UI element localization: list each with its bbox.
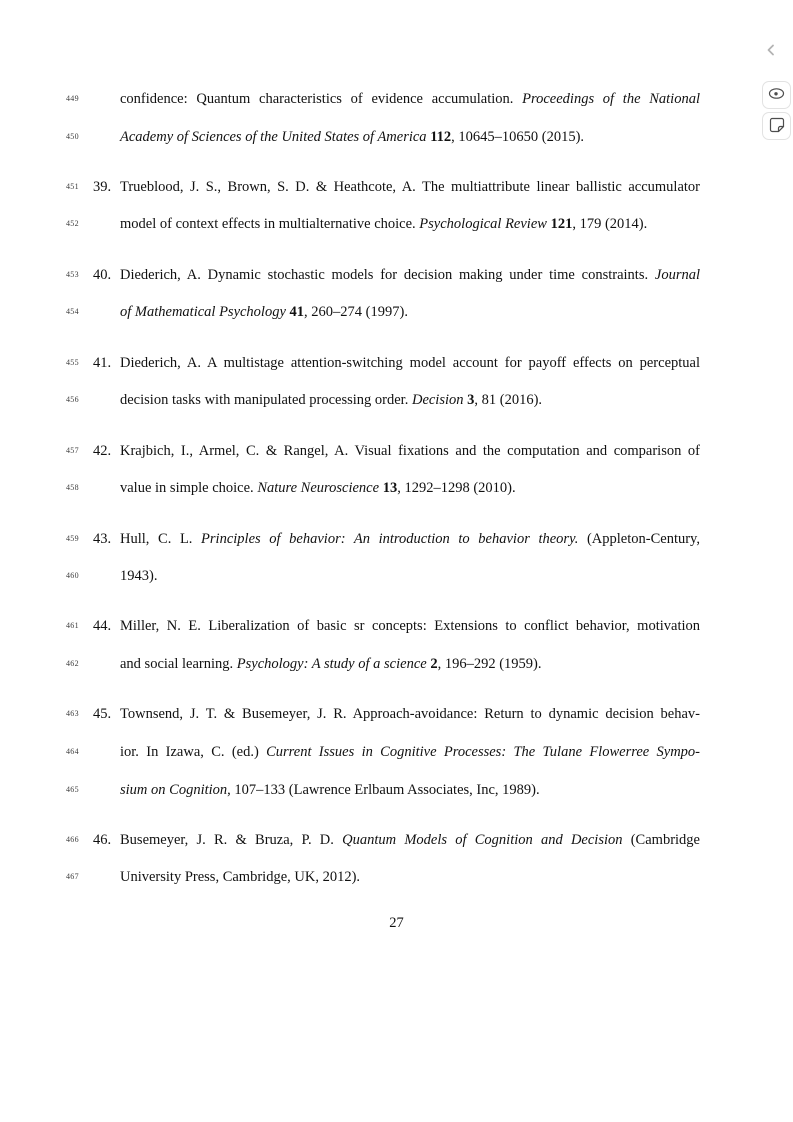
- reference-text: Miller, N. E. Liberalization of basic sr concepts: Extensions to conflict behavior, motivation: [120, 618, 700, 634]
- reference-text: Townsend, J. T. & Busemeyer, J. R. Approach-avoidance: Return to dynamic decision behav-: [120, 706, 700, 722]
- reference-number: 45.: [93, 706, 112, 722]
- margin-line-number: 467: [66, 872, 79, 881]
- reference-text: model of context effects in multialternative choice. Psychological Review 121, 179 (2014).: [120, 216, 648, 232]
- reference-text: ior. In Izawa, C. (ed.) Current Issues in Cognitive Processes: The Tulane Flowerree Sympo-: [120, 744, 700, 760]
- margin-line-number: 450: [66, 132, 79, 141]
- reference-continuation-line: [0, 867, 793, 887]
- reference-item-line: [0, 177, 793, 197]
- new-page-note-button[interactable]: [762, 112, 791, 140]
- reference-text: decision tasks with manipulated processing order. Decision 3, 81 (2016).: [120, 392, 543, 408]
- reference-item-line: [0, 441, 793, 461]
- reference-text: Hull, C. L. Principles of behavior: An introduction to behavior theory. (Appleton-Century,: [120, 531, 700, 547]
- page-number: 27: [389, 915, 404, 931]
- reference-text: Diederich, A. A multistage attention-switching model account for payoff effects on perceptual: [120, 355, 700, 371]
- reference-number: 43.: [93, 531, 112, 547]
- reference-continuation-line: [0, 742, 793, 762]
- margin-line-number: 464: [66, 747, 79, 756]
- margin-line-number: 449: [66, 94, 79, 103]
- reference-text: of Mathematical Psychology 41, 260–274 (1997).: [120, 304, 408, 320]
- reference-continuation-line: [0, 214, 793, 234]
- reference-text: Krajbich, I., Armel, C. & Rangel, A. Visual fixations and the computation and comparison of: [120, 443, 700, 459]
- reference-text: sium on Cognition, 107–133 (Lawrence Erlbaum Associates, Inc, 1989).: [120, 782, 540, 798]
- reference-text: value in simple choice. Nature Neuroscience 13, 1292–1298 (2010).: [120, 480, 516, 496]
- reference-continuation-line: [0, 127, 793, 147]
- reference-text: University Press, Cambridge, UK, 2012).: [120, 869, 361, 885]
- reference-text: 1943).: [120, 568, 158, 584]
- reference-text: Busemeyer, J. R. & Bruza, P. D. Quantum Models of Cognition and Decision (Cambridge: [120, 832, 700, 848]
- chevron-left-icon: [765, 43, 777, 60]
- reference-number: 42.: [93, 443, 112, 459]
- reference-number: 44.: [93, 618, 112, 634]
- reference-continuation-line: [0, 478, 793, 498]
- reference-continuation-line: [0, 566, 793, 586]
- reference-continuation-line: [0, 302, 793, 322]
- margin-line-number: 455: [66, 358, 79, 367]
- reference-number: 40.: [93, 267, 112, 283]
- reference-item-line: [0, 265, 793, 285]
- reference-item-line: [0, 704, 793, 724]
- reference-text: confidence: Quantum characteristics of evidence accumulation. Proceedings of the National: [120, 91, 700, 107]
- margin-line-number: 460: [66, 571, 79, 580]
- reference-item-line: [0, 529, 793, 549]
- eye-icon: [768, 87, 785, 103]
- reference-continuation-line: [0, 390, 793, 410]
- margin-line-number: 459: [66, 534, 79, 543]
- reference-text: Diederich, A. Dynamic stochastic models for decision making under time constraints. Journal: [120, 267, 700, 283]
- margin-line-number: 466: [66, 835, 79, 844]
- note-icon: [769, 117, 785, 136]
- margin-line-number: 465: [66, 785, 79, 794]
- show-highlights-button[interactable]: [762, 81, 791, 109]
- reference-item-line: [0, 830, 793, 850]
- margin-line-number: 458: [66, 483, 79, 492]
- margin-line-number: 457: [66, 446, 79, 455]
- reference-continuation-line: [0, 89, 793, 109]
- reference-number: 39.: [93, 179, 112, 195]
- margin-line-number: 463: [66, 709, 79, 718]
- sidebar-collapse-button[interactable]: [762, 42, 780, 60]
- reference-number: 41.: [93, 355, 112, 371]
- reference-text: and social learning. Psychology: A study of a science 2, 196–292 (1959).: [120, 656, 542, 672]
- margin-line-number: 452: [66, 219, 79, 228]
- margin-line-number: 462: [66, 659, 79, 668]
- margin-line-number: 453: [66, 270, 79, 279]
- margin-line-number: 461: [66, 621, 79, 630]
- reference-item-line: [0, 353, 793, 373]
- margin-line-number: 454: [66, 307, 79, 316]
- margin-line-number: 456: [66, 395, 79, 404]
- reference-text: Trueblood, J. S., Brown, S. D. & Heathcote, A. The multiattribute linear ballistic accumulator: [120, 179, 700, 195]
- margin-line-number: 451: [66, 182, 79, 191]
- reference-continuation-line: [0, 654, 793, 674]
- reference-continuation-line: [0, 780, 793, 800]
- reference-text: Academy of Sciences of the United States of America 112, 10645–10650 (2015).: [120, 129, 585, 145]
- reference-item-line: [0, 616, 793, 636]
- reference-number: 46.: [93, 832, 112, 848]
